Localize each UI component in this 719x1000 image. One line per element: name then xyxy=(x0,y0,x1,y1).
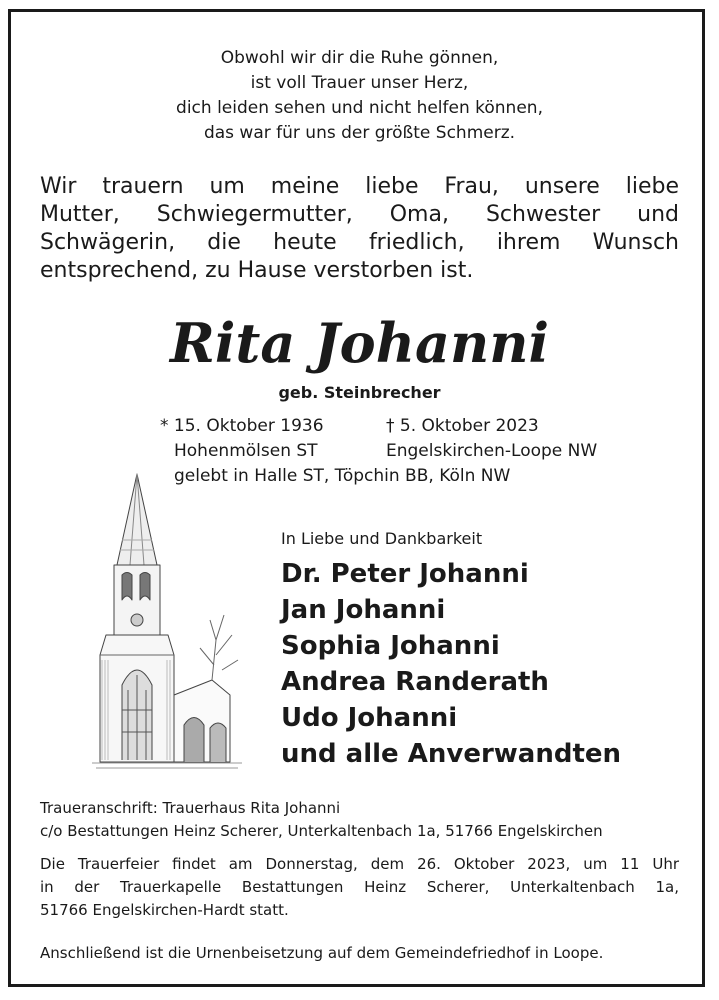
address-line: c/o Bestattungen Heinz Scherer, Unterkaltenbach 1a, 51766 Engelskirchen xyxy=(40,822,603,840)
intro-line: Schwägerin, die heute friedlich, ihrem Wunsch xyxy=(40,230,679,255)
poem xyxy=(0,46,719,146)
funeral-line: 51766 Engelskirchen-Hardt statt. xyxy=(40,901,289,919)
intro-line: Mutter, Schwiegermutter, Oma, Schwester und xyxy=(40,202,679,227)
mourners-heading: In Liebe und Dankbarkeit xyxy=(281,529,483,548)
intro-line: Wir trauern um meine liebe Frau, unsere liebe xyxy=(40,174,679,199)
poem-line: dich leiden sehen und nicht helfen können, xyxy=(176,98,543,118)
mourner-name: und alle Anverwandten xyxy=(281,739,622,769)
address-line: Traueranschrift: Trauerhaus Rita Johanni xyxy=(40,799,341,817)
lived-places: gelebt in Halle ST, Töpchin BB, Köln NW xyxy=(174,466,511,486)
birth-place: Hohenmölsen ST xyxy=(174,441,318,461)
mourner-name: Udo Johanni xyxy=(281,703,458,733)
mourner-name: Andrea Randerath xyxy=(281,667,549,697)
mourning-address xyxy=(40,797,603,843)
mourners-list xyxy=(281,556,621,772)
mourner-name: Jan Johanni xyxy=(281,595,446,625)
funeral-line: Die Trauerfeier findet am Donnerstag, dem 26. Oktober 2023, um 11 Uhr xyxy=(40,855,679,873)
church-sketch-icon xyxy=(92,470,242,780)
poem-line: Obwohl wir dir die Ruhe gönnen, xyxy=(220,48,499,68)
funeral-line: in der Trauerkapelle Bestattungen Heinz Scherer, Unterkaltenbach 1a, xyxy=(40,878,679,896)
death-place: Engelskirchen-Loope NW xyxy=(386,441,598,461)
mourner-name: Dr. Peter Johanni xyxy=(281,559,529,589)
intro-line: entsprechend, zu Hause verstorben ist. xyxy=(40,258,474,283)
deceased-name: Rita Johanni xyxy=(170,311,549,375)
maiden-name: geb. Steinbrecher xyxy=(278,383,441,402)
mourner-name: Sophia Johanni xyxy=(281,631,500,661)
death-date: † 5. Oktober 2023 xyxy=(386,416,539,436)
intro-text xyxy=(40,173,679,285)
poem-line: das war für uns der größte Schmerz. xyxy=(203,123,516,143)
poem-line: ist voll Trauer unser Herz, xyxy=(250,73,469,93)
funeral-info xyxy=(40,853,679,922)
birth-date: * 15. Oktober 1936 xyxy=(160,416,324,436)
urn-burial-info: Anschließend ist die Urnenbeisetzung auf dem Gemeindefriedhof in Loope. xyxy=(40,944,604,962)
